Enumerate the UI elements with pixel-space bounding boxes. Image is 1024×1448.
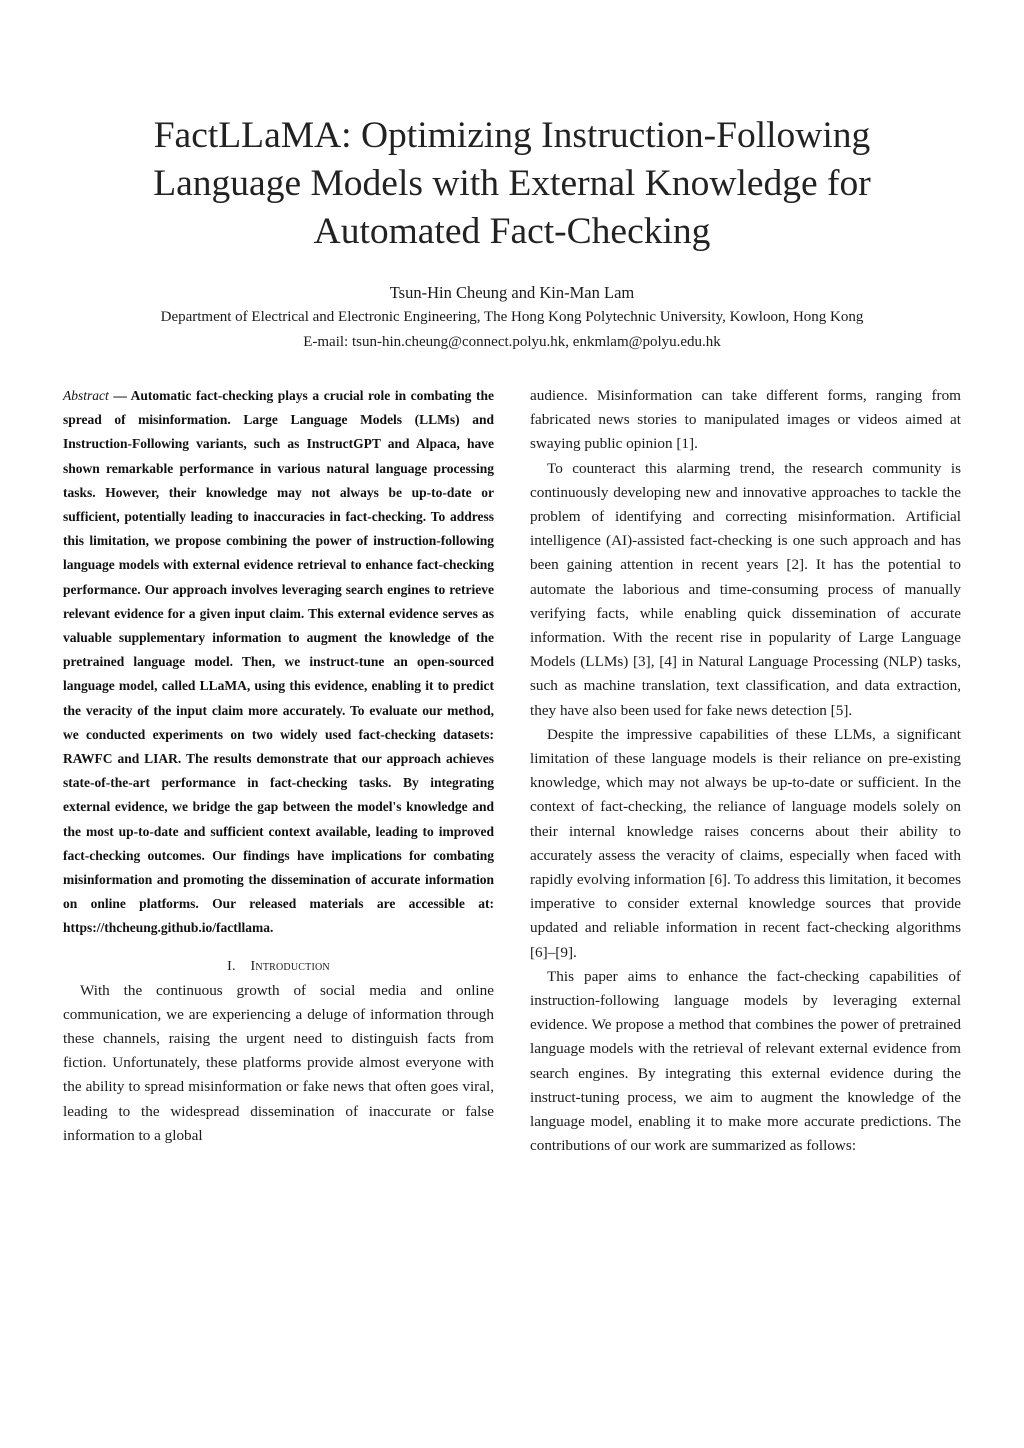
left-column [63, 384, 494, 1148]
affiliation: Department of Electrical and Electronic Engineering, The Hong Kong Polytechnic University, Kowloon, Hong Kong [160, 309, 864, 325]
abstract-text: Automatic fact-checking plays a crucial role in combating the spread of misinformation. Large Language Models (LLMs) and Instruction-Following variants, such as InstructGPT and Alpaca, have shown remarkable performance in various natural language processing tasks. However, their knowledge may not always be up-to-date or sufficient, potentially leading to inaccuracies in fact-checking. To address this limitation, we propose combining the power of instruction-following language models with external evidence retrieval to enhance fact-checking performance. Our approach involves leveraging search engines to retrieve relevant evidence for a given input claim. This external evidence serves as valuable supplementary information to augment the knowledge of the pretrained language model. Then, we instruct-tune an open-sourced language model, called LLaMA, using this evidence, enabling it to predict the veracity of the input claim more accurately. To evaluate our method, we conducted experiments on two widely used fact-checking datasets: RAWFC and LIAR. The results demonstrate that our approach achieves state-of-the-art performance in fact-checking tasks. By integrating external evidence, we bridge the gap between the model's knowledge and the most up-to-date and sufficient context available, leading to improved fact-checking outcomes. Our findings have implications for combating misinformation and promoting the dissemination of accurate information on online platforms. Our released materials are accessible at: https://thcheung.github.io/factllama. [63, 388, 494, 936]
paper-title [60, 112, 964, 256]
email: E-mail: tsun-hin.cheung@connect.polyu.hk, enkmlam@polyu.edu.hk [303, 334, 721, 350]
section-number: I. [227, 958, 236, 974]
title-line: Language Models with External Knowledge for [153, 163, 871, 204]
paragraph: This paper aims to enhance the fact-checking capabilities of instruction-following language models by leveraging external evidence. We propose a method that combines the power of pretrained language models with the retrieval of relevant external evidence from search engines. By integrating this external evidence during the instruct-tuning process, we aim to augment the knowledge of the language model, enabling it to make more accurate predictions. The contributions of our work are summarized as follows: [530, 967, 961, 1155]
section-title: Introduction [250, 958, 330, 974]
paragraph: audience. Misinformation can take different forms, ranging from fabricated news stories to manipulated images or videos aimed at swaying public opinion [1]. [530, 387, 961, 453]
authors: Tsun-Hin Cheung and Kin-Man Lam [389, 283, 635, 302]
paragraph: Despite the impressive capabilities of these LLMs, a significant limitation of these language models is their reliance on pre-existing knowledge, which may not always be up-to-date or sufficient. In the context of fact-checking, the reliance of language models solely on their internal knowledge raises concerns about their ability to accurately assess the veracity of claims, especially when faced with rapidly evolving information [6]. To address this limitation, it becomes imperative to consider external knowledge sources that provide updated and reliable information in recent fact-checking algorithms [6]–[9]. [530, 725, 962, 961]
paragraph: To counteract this alarming trend, the research community is continuously developing new and innovative approaches to tackle the problem of identifying and correcting misinformation. Artificial intelligence (AI)-assisted fact-checking is one such approach and has been gaining attention in recent years [2]. It has the potential to automate the laborious and time-consuming process of manually verifying facts, while enabling quick dissemination of accurate information. With the recent rise in popularity of Large Language Models (LLMs) [3], [4] in Natural Language Processing (NLP) tasks, such as machine translation, text classification, and data extraction, they have also been used for fake news detection [5]. [530, 459, 961, 719]
paper-header [60, 112, 964, 355]
title-line: Automated Fact-Checking [313, 211, 711, 252]
section-heading-introduction [63, 959, 494, 975]
title-line: FactLLaMA: Optimizing Instruction-Following [153, 115, 871, 156]
abstract-label: Abstract [63, 388, 109, 403]
abstract [63, 384, 494, 941]
abstract-dash: — [108, 388, 131, 403]
right-column [530, 384, 961, 1159]
paragraph: With the continuous growth of social media and online communication, we are experiencing a deluge of information through these channels, raising the urgent need to distinguish facts from fiction. Unfortunately, these platforms provide almost everyone with the ability to spread misinformation or fake news that often goes viral, leading to the widespread dissemination of inaccurate or false information to a global [63, 981, 494, 1144]
